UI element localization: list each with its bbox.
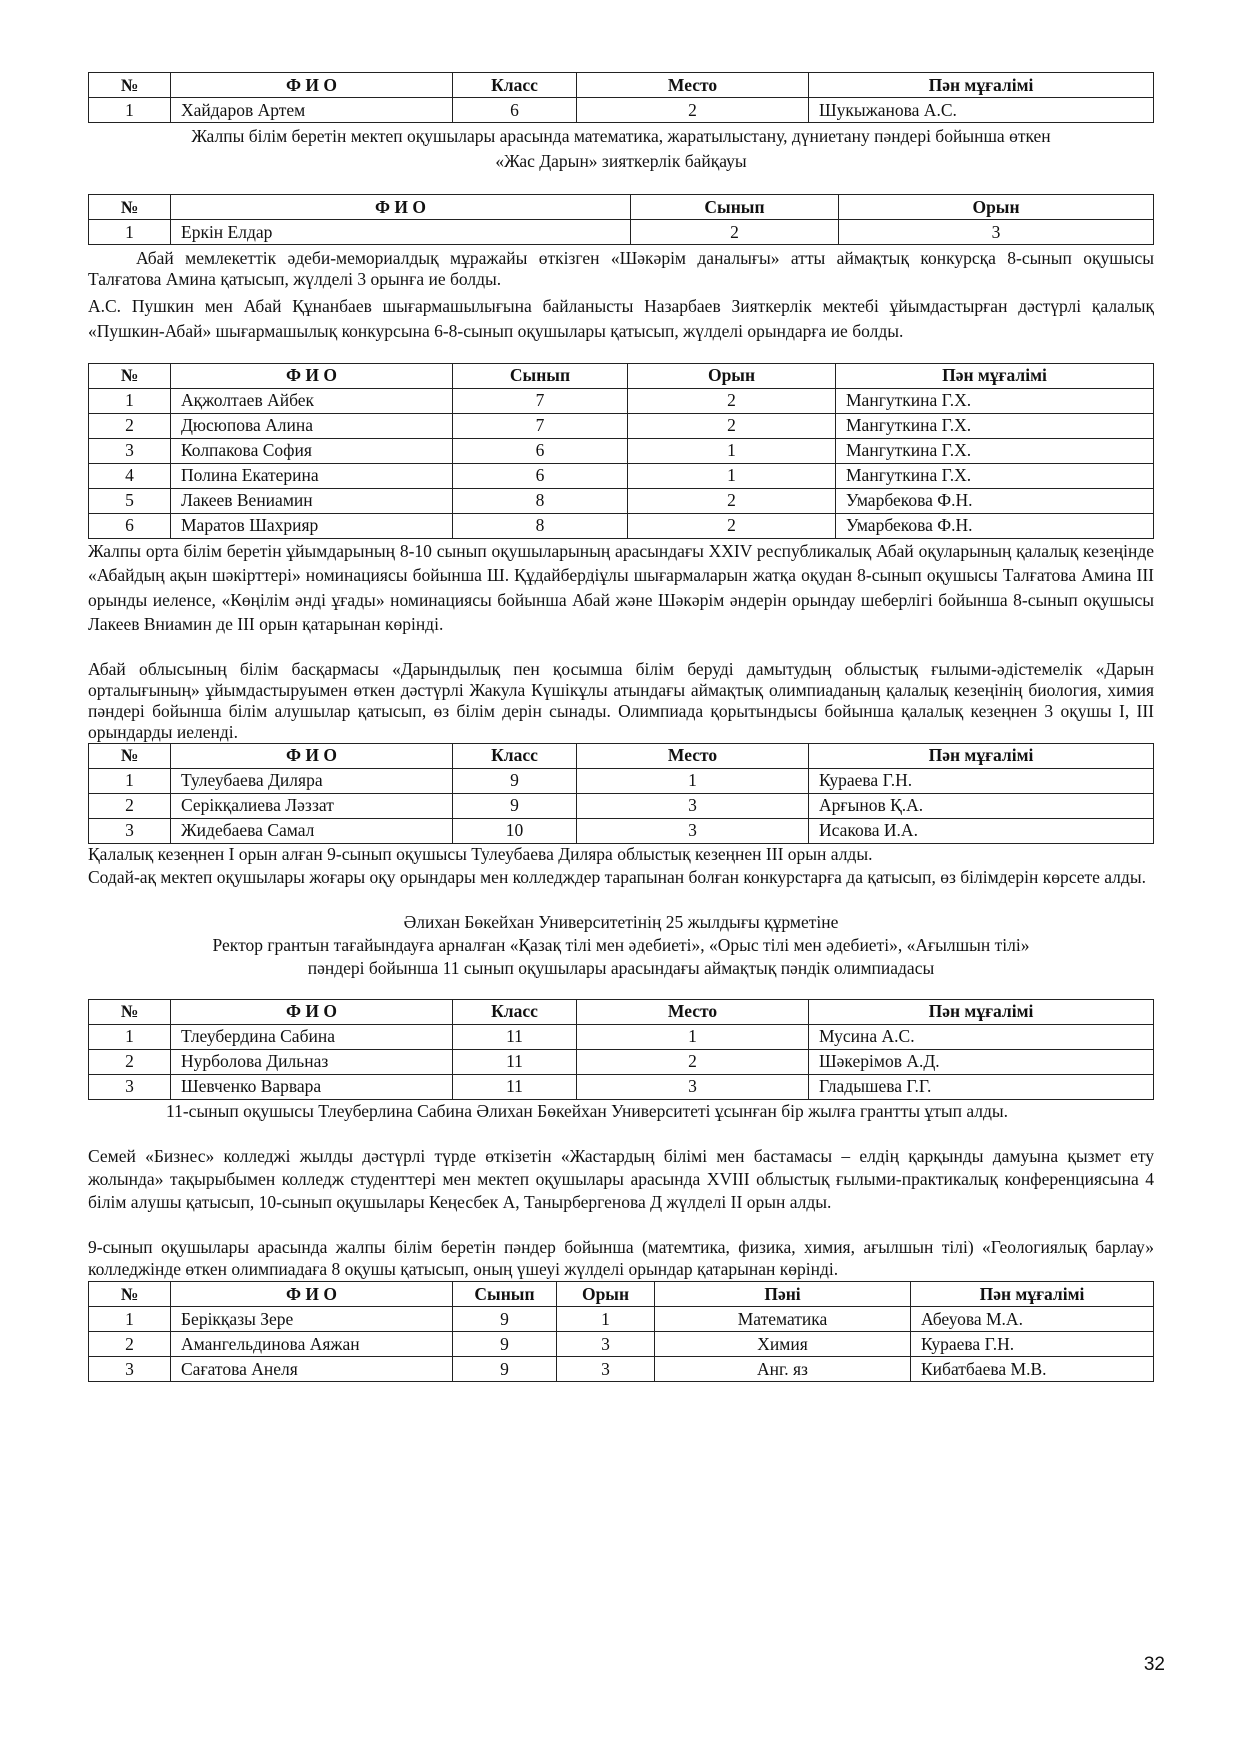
table-header-row bbox=[89, 73, 1154, 98]
cell-place: 3 bbox=[839, 220, 1154, 245]
caption-line: Жалпы білім беретін мектеп оқушылары арасында математика, жаратылыстану, дүниетану пәндері бойынша өткен bbox=[191, 126, 1051, 146]
table-row bbox=[89, 413, 1154, 438]
cell-place: 3 bbox=[577, 793, 809, 818]
header-place: Орын bbox=[628, 363, 836, 388]
paragraph-shakarim-contest: Абай мемлекеттік әдеби-мемориалдық мұражайы өткізген «Шәкәрім даналығы» атты аймақтық конкурсқа 8-сынып оқушысы Талғатова Амина қатысып, жүлделі 3 орынға ие болды. bbox=[88, 248, 1154, 289]
cell-name: Серікқалиева Ләззат bbox=[171, 793, 453, 818]
header-class: Класс bbox=[453, 743, 577, 768]
cell-teacher: Гладышева Г.Г. bbox=[809, 1074, 1154, 1099]
cell-teacher: Мангуткина Г.Х. bbox=[836, 388, 1154, 413]
cell-number: 3 bbox=[89, 818, 171, 843]
cell-grade: 8 bbox=[453, 488, 628, 513]
cell-teacher: Мангуткина Г.Х. bbox=[836, 463, 1154, 488]
cell-grade: 6 bbox=[453, 438, 628, 463]
cell-place: 1 bbox=[557, 1307, 655, 1332]
header-grade: Сынып bbox=[453, 363, 628, 388]
table-header-row bbox=[89, 999, 1154, 1024]
paragraph-business-college: Семей «Бизнес» колледжі жылды дәстүрлі түрде өткізетін «Жастардың білімі мен бастамасы – елдің қарқынды дамуына қызмет ету жолында» тақырыбымен колледж студенттері мен мектеп оқушылары арасында XVIII облыстық ғылыми-практикалық конференциясына 4 білім алушы қатысып, 10-сынып оқушылары Кеңесбек А, Танырбергенова Д жүлделі ІІ орын алды. bbox=[88, 1146, 1154, 1212]
header-grade: Сынып bbox=[631, 195, 839, 220]
header-teacher: Пән мұғалімі bbox=[836, 363, 1154, 388]
table-header-row bbox=[89, 743, 1154, 768]
cell-name: Тулеубаева Диляра bbox=[171, 768, 453, 793]
header-name: Ф И О bbox=[171, 73, 453, 98]
table-row bbox=[89, 1049, 1154, 1074]
cell-number: 3 bbox=[89, 1357, 171, 1382]
cell-name: Дюсюпова Алина bbox=[171, 413, 453, 438]
cell-teacher: Арғынов Қ.А. bbox=[809, 793, 1154, 818]
caption-line: Ректор грантын тағайындауға арналған «Қазақ тілі мен әдебиеті», «Орыс тілі мен әдебиеті», «Ағылшын тілі» bbox=[212, 934, 1030, 955]
document-page bbox=[88, 72, 1154, 1382]
cell-class: 9 bbox=[453, 793, 577, 818]
cell-place: 2 bbox=[628, 388, 836, 413]
table-row bbox=[89, 388, 1154, 413]
header-number: № bbox=[89, 73, 171, 98]
cell-name: Ақжолтаев Айбек bbox=[171, 388, 453, 413]
header-subject: Пәні bbox=[655, 1282, 911, 1307]
cell-name: Хайдаров Артем bbox=[171, 98, 453, 123]
cell-number: 2 bbox=[89, 1332, 171, 1357]
cell-name: Маратов Шахрияр bbox=[171, 513, 453, 538]
results-table-6 bbox=[88, 1281, 1154, 1382]
cell-place: 2 bbox=[628, 413, 836, 438]
cell-subject: Математика bbox=[655, 1307, 911, 1332]
cell-name: Жидебаева Самал bbox=[171, 818, 453, 843]
cell-place: 1 bbox=[577, 1024, 809, 1049]
cell-grade: 9 bbox=[453, 1307, 557, 1332]
paragraph-grant-winner: 11-сынып оқушысы Тлеуберлина Сабина Әлихан Бөкейхан Университеті ұсынған бір жылға грантты ұтып алды. bbox=[166, 1100, 1009, 1121]
cell-name: Берікқазы Зере bbox=[171, 1307, 453, 1332]
caption-line: «Жас Дарын» зияткерлік байқауы bbox=[495, 151, 747, 171]
cell-name: Еркін Елдар bbox=[171, 220, 631, 245]
caption-line: пәндері бойынша 11 сынып оқушылары арасындағы аймақтық пәндік олимпиадасы bbox=[307, 957, 935, 978]
header-number: № bbox=[89, 1282, 171, 1307]
cell-place: 1 bbox=[628, 463, 836, 488]
cell-number: 5 bbox=[89, 488, 171, 513]
cell-teacher: Мангуткина Г.Х. bbox=[836, 438, 1154, 463]
cell-number: 1 bbox=[89, 220, 171, 245]
cell-class: 9 bbox=[453, 768, 577, 793]
table-header-row bbox=[89, 1282, 1154, 1307]
table-row bbox=[89, 488, 1154, 513]
cell-place: 3 bbox=[577, 818, 809, 843]
paragraph-regional-result: Қалалық кезеңнен І орын алған 9-сынып оқушысы Тулеубаева Диляра облыстық кезеңнен ІІІ орын алды. bbox=[88, 843, 873, 864]
table-row bbox=[89, 98, 1154, 123]
cell-grade: 7 bbox=[453, 413, 628, 438]
header-teacher: Пән мұғалімі bbox=[809, 743, 1154, 768]
cell-teacher: Кураева Г.Н. bbox=[809, 768, 1154, 793]
table-row bbox=[89, 793, 1154, 818]
cell-place: 2 bbox=[628, 513, 836, 538]
table-row bbox=[89, 220, 1154, 245]
paragraph-university-contests: Содай-ақ мектеп оқушылары жоғары оқу орындары мен колледждер тарапынан болған конкурстарға да қатысып, өз білімдерін көрсете алды. bbox=[88, 866, 1146, 887]
results-table-1 bbox=[88, 72, 1154, 123]
cell-number: 2 bbox=[89, 793, 171, 818]
cell-number: 1 bbox=[89, 1024, 171, 1049]
cell-number: 1 bbox=[89, 1307, 171, 1332]
cell-subject: Анг. яз bbox=[655, 1357, 911, 1382]
cell-class: 11 bbox=[453, 1049, 577, 1074]
cell-grade: 9 bbox=[453, 1357, 557, 1382]
cell-number: 3 bbox=[89, 1074, 171, 1099]
cell-number: 3 bbox=[89, 438, 171, 463]
cell-class: 11 bbox=[453, 1074, 577, 1099]
cell-class: 11 bbox=[453, 1024, 577, 1049]
cell-teacher: Умарбекова Ф.Н. bbox=[836, 513, 1154, 538]
cell-name: Полина Екатерина bbox=[171, 463, 453, 488]
results-table-5 bbox=[88, 999, 1154, 1100]
caption-line: Әлихан Бөкейхан Университетінің 25 жылдығы құрметіне bbox=[403, 911, 839, 932]
header-name: Ф И О bbox=[171, 1282, 453, 1307]
header-number: № bbox=[89, 363, 171, 388]
results-table-4 bbox=[88, 743, 1154, 844]
cell-teacher: Мусина А.С. bbox=[809, 1024, 1154, 1049]
cell-place: 3 bbox=[557, 1332, 655, 1357]
cell-grade: 2 bbox=[631, 220, 839, 245]
table-row bbox=[89, 818, 1154, 843]
cell-place: 2 bbox=[577, 98, 809, 123]
header-place: Орын bbox=[557, 1282, 655, 1307]
cell-teacher: Кураева Г.Н. bbox=[911, 1332, 1154, 1357]
cell-number: 1 bbox=[89, 98, 171, 123]
table-row bbox=[89, 1307, 1154, 1332]
header-teacher: Пән мұғалімі bbox=[911, 1282, 1154, 1307]
header-place: Место bbox=[577, 73, 809, 98]
cell-class: 6 bbox=[453, 98, 577, 123]
table-row bbox=[89, 1024, 1154, 1049]
cell-subject: Химия bbox=[655, 1332, 911, 1357]
table-row bbox=[89, 1074, 1154, 1099]
header-name: Ф И О bbox=[171, 743, 453, 768]
header-name: Ф И О bbox=[171, 999, 453, 1024]
cell-place: 3 bbox=[557, 1357, 655, 1382]
cell-name: Тлеубердина Сабина bbox=[171, 1024, 453, 1049]
header-class: Класс bbox=[453, 73, 577, 98]
cell-number: 4 bbox=[89, 463, 171, 488]
paragraph-daryn-olympiad: Абай облысының білім басқармасы «Дарындылық пен қосымша білім беруді дамытудың облыстық ғылыми-әдістемелік «Дарын орталығының» ұйымдастыруымен өткен дәстүрлі Жакула Күшікұлы атындағы аймақтық олимпиаданың қалалық кезеңінің биология, химия пәндері бойынша білім алушылар қатысып, өз білім дерін сынады. Олимпиада қорытындысы бойынша қалалық кезеңнен 3 оқушы І, ІІІ орындарды иеленді. bbox=[88, 658, 1154, 742]
header-number: № bbox=[89, 743, 171, 768]
cell-place: 3 bbox=[577, 1074, 809, 1099]
header-number: № bbox=[89, 999, 171, 1024]
paragraph-pushkin-abai: А.С. Пушкин мен Абай Құнанбаев шығармашылығына байланысты Назарбаев Зияткерлік мектебі ұйымдастырған дәстүрлі қалалық «Пушкин-Абай» шығармашылық конкурсына 6-8-сынып оқушылары қатысып, жүлделі орындарға ие болды. bbox=[88, 296, 1154, 342]
cell-place: 1 bbox=[628, 438, 836, 463]
header-place: Орын bbox=[839, 195, 1154, 220]
header-number: № bbox=[89, 195, 171, 220]
caption-jas-daryn bbox=[88, 126, 1154, 172]
cell-grade: 9 bbox=[453, 1332, 557, 1357]
cell-name: Лакеев Вениамин bbox=[171, 488, 453, 513]
cell-number: 2 bbox=[89, 413, 171, 438]
paragraph-abai-readings: Жалпы орта білім беретін ұйымдарының 8-10 сынып оқушыларының арасындағы XXIV республикалық Абай оқуларының қалалық кезеңінде «Абайдың ақын шәкірттері» номинациясы бойынша Ш. Құдайбердіұлы шығармаларын жатқа оқудан 8-сынып оқушысы Талғатова Амина ІІІ орынды иеленсе, «Көңілім әнді ұғады» номинациясы бойынша Абай және Шәкәрім әндерін орындау шеберлігі бойынша 8-сынып оқушысы Лакеев Вниамин де ІІІ орын қатарынан көрінді. bbox=[88, 540, 1154, 635]
cell-place: 2 bbox=[577, 1049, 809, 1074]
table-header-row bbox=[89, 195, 1154, 220]
cell-teacher: Абеуова М.А. bbox=[911, 1307, 1154, 1332]
cell-number: 6 bbox=[89, 513, 171, 538]
results-table-2 bbox=[88, 194, 1154, 245]
header-place: Место bbox=[577, 999, 809, 1024]
table-row bbox=[89, 463, 1154, 488]
cell-teacher: Шукыжанова А.С. bbox=[809, 98, 1154, 123]
results-table-3 bbox=[88, 363, 1154, 539]
cell-grade: 7 bbox=[453, 388, 628, 413]
table-row bbox=[89, 1332, 1154, 1357]
paragraph-geology-olympiad: 9-сынып оқушылары арасында жалпы білім беретін пәндер бойынша (матемтика, физика, химия, ағылшын тілі) «Геологиялық барлау» колледжінде өткен олимпиадаға 8 оқушы қатысып, оның үшеуі жүлделі орындар қатарынан көрінді. bbox=[88, 1236, 1154, 1280]
header-grade: Сынып bbox=[453, 1282, 557, 1307]
cell-teacher: Исакова И.А. bbox=[809, 818, 1154, 843]
cell-place: 1 bbox=[577, 768, 809, 793]
table-row bbox=[89, 438, 1154, 463]
header-name: Ф И О bbox=[171, 363, 453, 388]
header-teacher: Пән мұғалімі bbox=[809, 999, 1154, 1024]
cell-name: Сағатова Анеля bbox=[171, 1357, 453, 1382]
cell-teacher: Кибатбаева М.В. bbox=[911, 1357, 1154, 1382]
cell-name: Колпакова София bbox=[171, 438, 453, 463]
header-teacher: Пән мұғалімі bbox=[809, 73, 1154, 98]
table-row bbox=[89, 1357, 1154, 1382]
cell-number: 2 bbox=[89, 1049, 171, 1074]
cell-grade: 6 bbox=[453, 463, 628, 488]
header-class: Класс bbox=[453, 999, 577, 1024]
header-place: Место bbox=[577, 743, 809, 768]
cell-place: 2 bbox=[628, 488, 836, 513]
header-name: Ф И О bbox=[171, 195, 631, 220]
cell-class: 10 bbox=[453, 818, 577, 843]
cell-name: Нурболова Дильназ bbox=[171, 1049, 453, 1074]
table-row bbox=[89, 768, 1154, 793]
page-number: 32 bbox=[1143, 1654, 1165, 1675]
cell-name: Амангельдинова Аяжан bbox=[171, 1332, 453, 1357]
cell-teacher: Мангуткина Г.Х. bbox=[836, 413, 1154, 438]
table-row bbox=[89, 513, 1154, 538]
caption-university-olympiad bbox=[88, 912, 1154, 979]
cell-number: 1 bbox=[89, 768, 171, 793]
table-header-row bbox=[89, 363, 1154, 388]
cell-name: Шевченко Варвара bbox=[171, 1074, 453, 1099]
cell-teacher: Шәкерімов А.Д. bbox=[809, 1049, 1154, 1074]
cell-teacher: Умарбекова Ф.Н. bbox=[836, 488, 1154, 513]
cell-number: 1 bbox=[89, 388, 171, 413]
cell-grade: 8 bbox=[453, 513, 628, 538]
